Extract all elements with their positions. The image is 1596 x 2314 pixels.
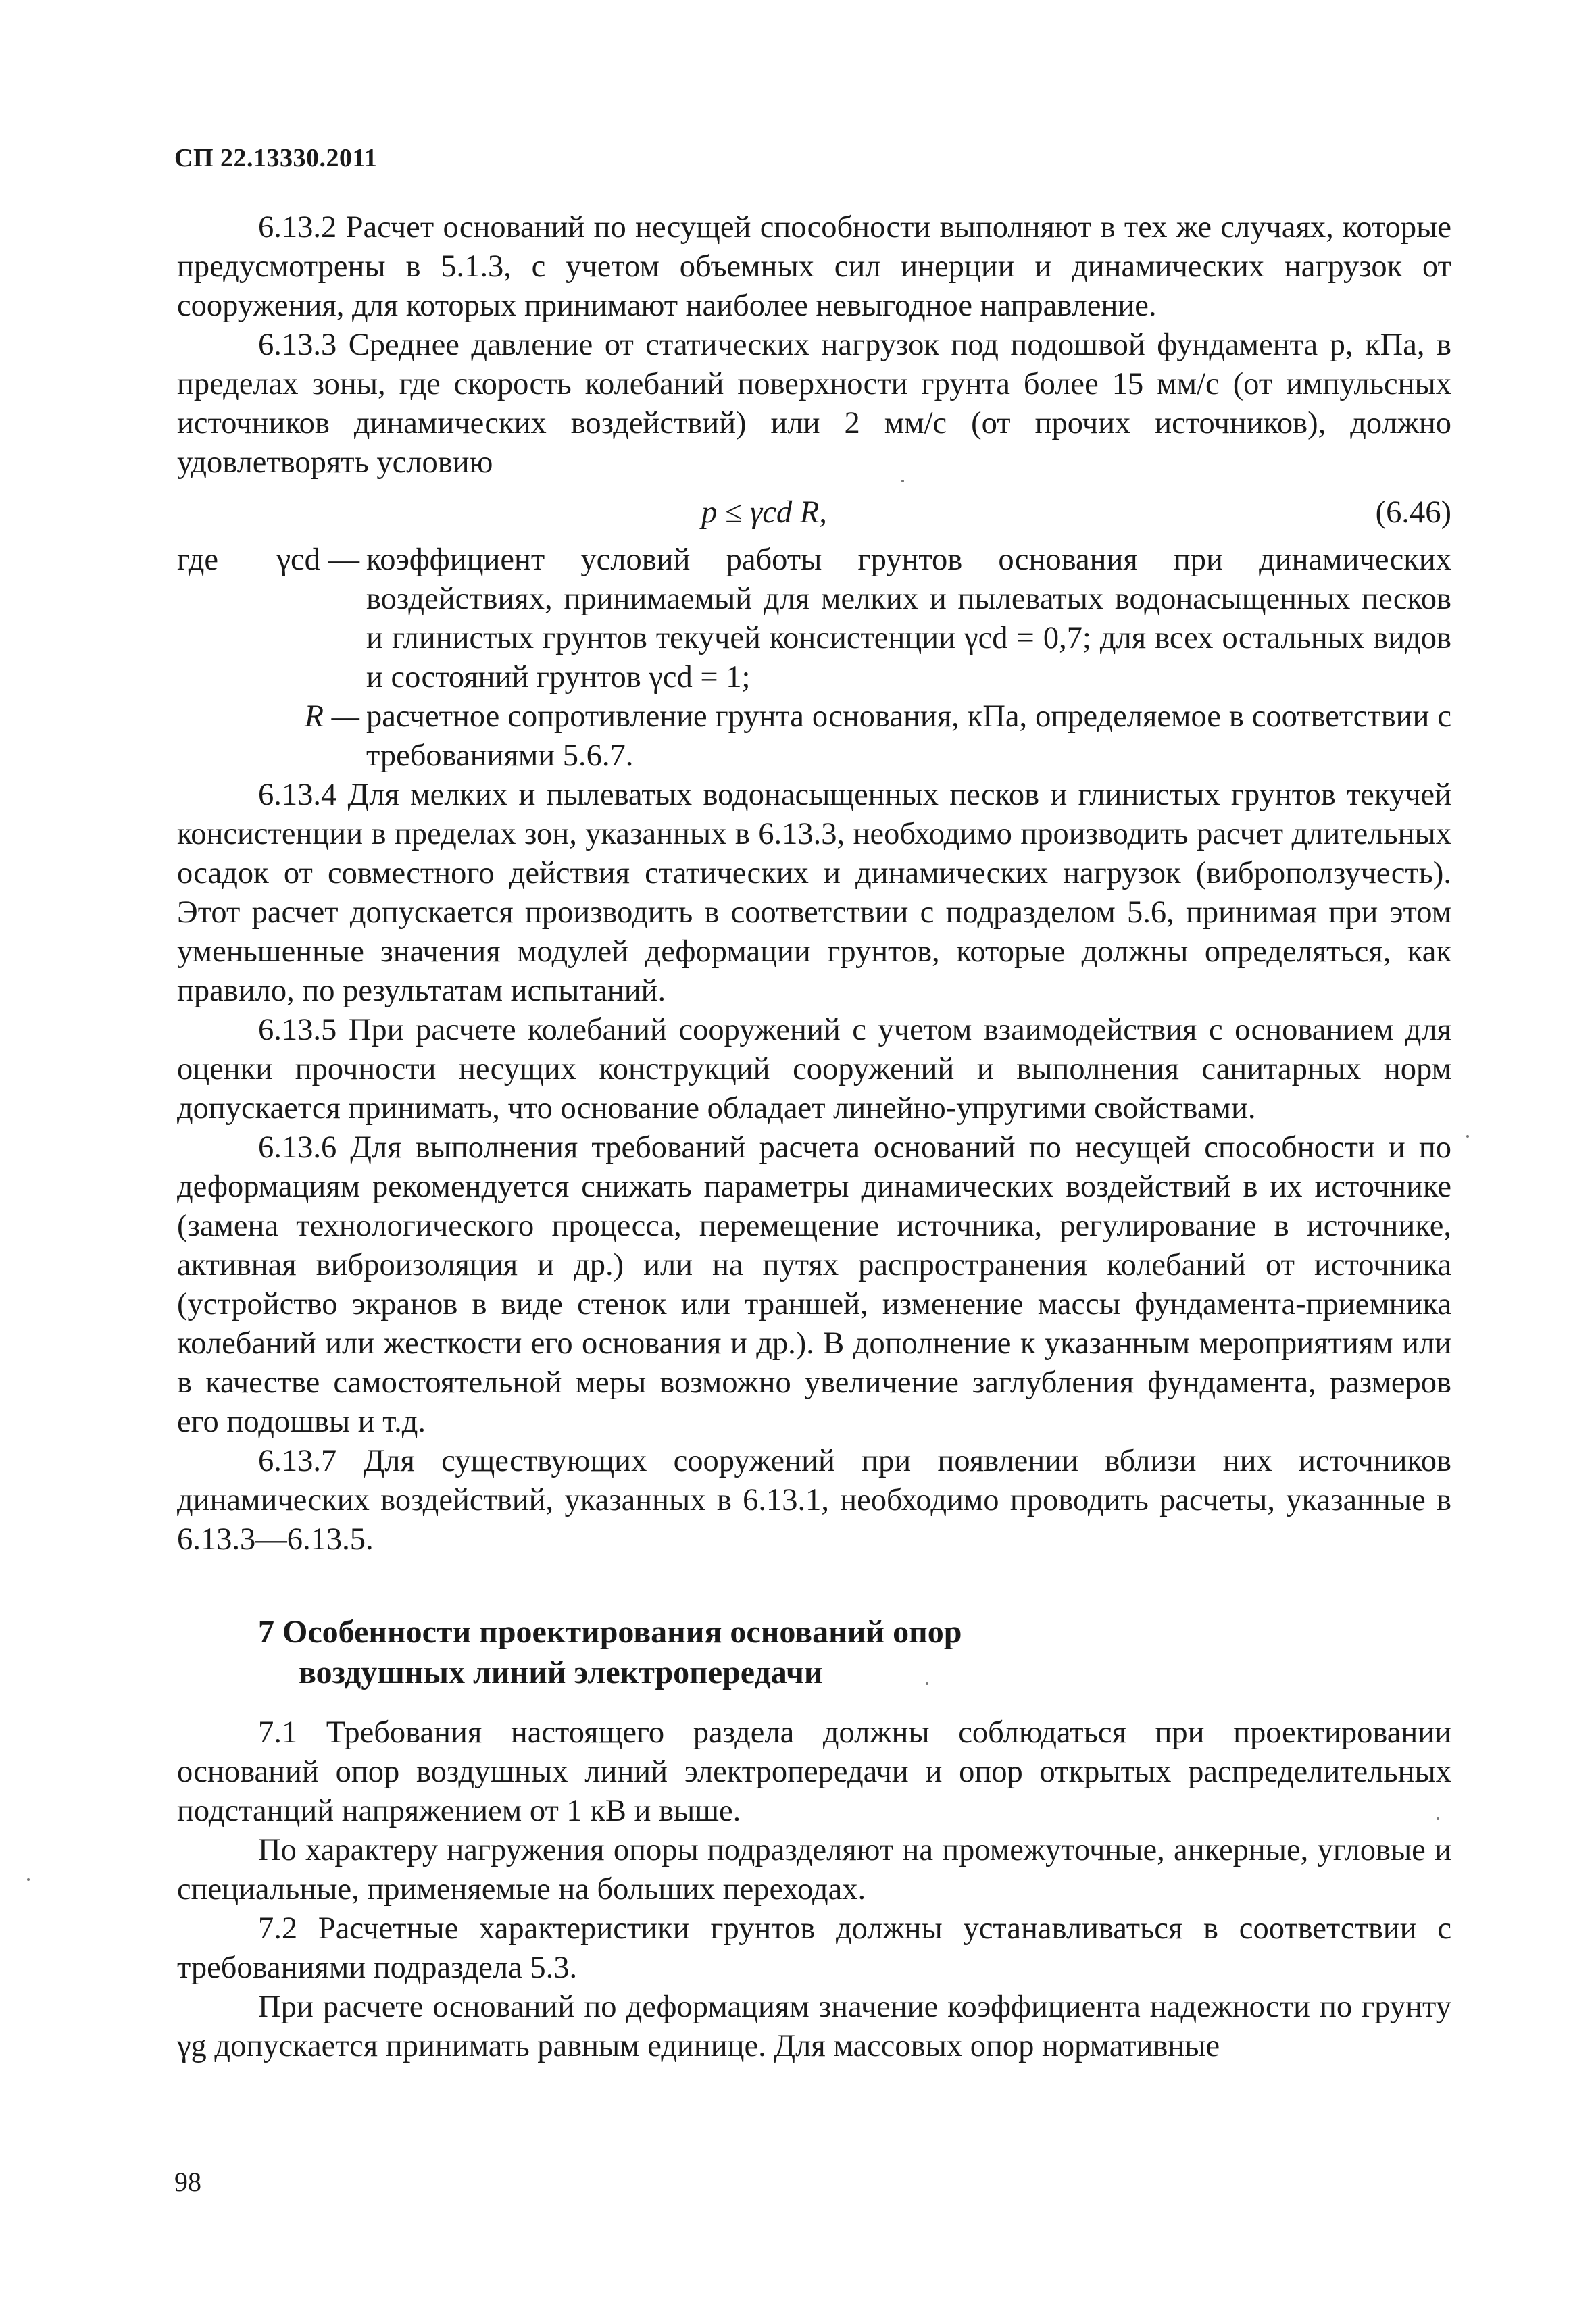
paragraph-6-13-2: 6.13.2 Расчет оснований по несущей способности выполняют в тех же случаях, которые предусмотрены в 5.1.3, с учетом объемных сил инерции и динамических нагрузок от сооружения, для которых принимают наиболее невыгодное направление. — [177, 210, 1451, 323]
paragraph-6-13-5: 6.13.5 При расчете колебаний сооружений с учетом взаимодействия с основанием для оценки прочности несущих конструкций сооружений и выполнения санитарных норм допускается принимать, что основание обладает линейно-упругими свойствами. — [177, 1013, 1451, 1126]
document-body — [177, 208, 1451, 2066]
scan-speck — [1437, 1817, 1439, 1820]
where-item-gamma — [177, 540, 1451, 697]
section-title-line2: воздушных линий электропередачи — [299, 1655, 823, 1690]
scan-speck — [1466, 1135, 1469, 1138]
page-number: 98 — [174, 2167, 201, 2197]
paragraph-6-13-3: 6.13.3 Среднее давление от статических нагрузок под подошвой фундамента p, кПа, в пределах зоны, где скорость колебаний поверхности грунта более 15 мм/с (от импульсных источников динамических воздействий) или 2 мм/с (от прочих источников), должно удовлетворять условию — [177, 328, 1451, 480]
where-text-gamma: коэффициент условий работы грунтов основания при динамических воздействиях, принимаемый для мелких и пылеватых водонасыщенных песков и глинистых грунтов текучей консистенции γcd = 0,7; для всех остальных видов и состояний грунтов γcd = 1; — [366, 543, 1451, 695]
paragraph-7-2: 7.2 Расчетные характеристики грунтов должны устанавливаться в соответствии с требованиями подраздела 5.3. — [177, 1911, 1451, 1985]
where-label: где — [177, 543, 219, 577]
paragraph-7-1: 7.1 Требования настоящего раздела должны соблюдаться при проектировании оснований опор воздушных линий электропередачи и опор открытых распределительных подстанций напряжением от 1 кВ и выше. — [177, 1715, 1451, 1828]
scan-speck — [926, 1682, 928, 1685]
where-symbol-r: R — — [304, 699, 359, 734]
where-symbol-gamma: γcd — — [276, 543, 359, 577]
paragraph-6-13-4: 6.13.4 Для мелких и пылеватых водонасыщенных песков и глинистых грунтов текучей консистенции в пределах зон, указанных в 6.13.3, необходимо производить расчет длительных осадок от совместного действия статических и динамических нагрузок (виброползучесть). Этот расчет допускается производить в соответствии с подразделом 5.6, принимая при этом уменьшенные значения модулей деформации грунтов, которые должны определяться, как правило, по результатам испытаний. — [177, 778, 1451, 1008]
document-code-header: СП 22.13330.2011 — [174, 144, 378, 172]
where-text-r: расчетное сопротивление грунта основания, кПа, определяемое в соответствии с требованиями 5.6.7. — [366, 699, 1451, 773]
paragraph-6-13-6: 6.13.6 Для выполнения требований расчета оснований по несущей способности и по деформациям рекомендуется снижать параметры динамических воздействий в их источнике (замена технологического процесса, перемещение источника, регулирование в источнике, активная виброизоляция и др.) или на путях распространения колебаний от источника (устройство экранов в виде стенок или траншей, изменение массы фундамента-приемника колебаний или жесткости его основания и др.). В дополнение к указанным мероприятиям или в качестве самостоятельной меры возможно увеличение заглубления фундамента, размеров его подошвы и т.д. — [177, 1130, 1451, 1439]
paragraph-7-2-deformation: При расчете оснований по деформациям значение коэффициента надежности по грунту γg допускается принимать равным единице. Для массовых опор нормативные — [177, 1990, 1451, 2063]
formula-expression: p ≤ γcd R, — [701, 495, 827, 530]
where-block — [177, 540, 1451, 776]
formula-number: (6.46) — [1375, 495, 1451, 530]
section-7-heading — [258, 1612, 1451, 1693]
formula-6-46 — [177, 489, 1451, 536]
scan-speck — [901, 480, 904, 482]
paragraph-7-1-loading: По характеру нагружения опоры подразделяют на промежуточные, анкерные, угловые и специальные, применяемые на больших переходах. — [177, 1833, 1451, 1907]
where-item-r — [177, 697, 1451, 776]
scan-speck — [27, 1878, 30, 1881]
paragraph-6-13-7: 6.13.7 Для существующих сооружений при появлении вблизи них источников динамических воздействий, указанных в 6.13.1, необходимо проводить расчеты, указанные в 6.13.3—6.13.5. — [177, 1444, 1451, 1557]
section-title-line1: 7 Особенности проектирования оснований опор — [258, 1614, 962, 1650]
